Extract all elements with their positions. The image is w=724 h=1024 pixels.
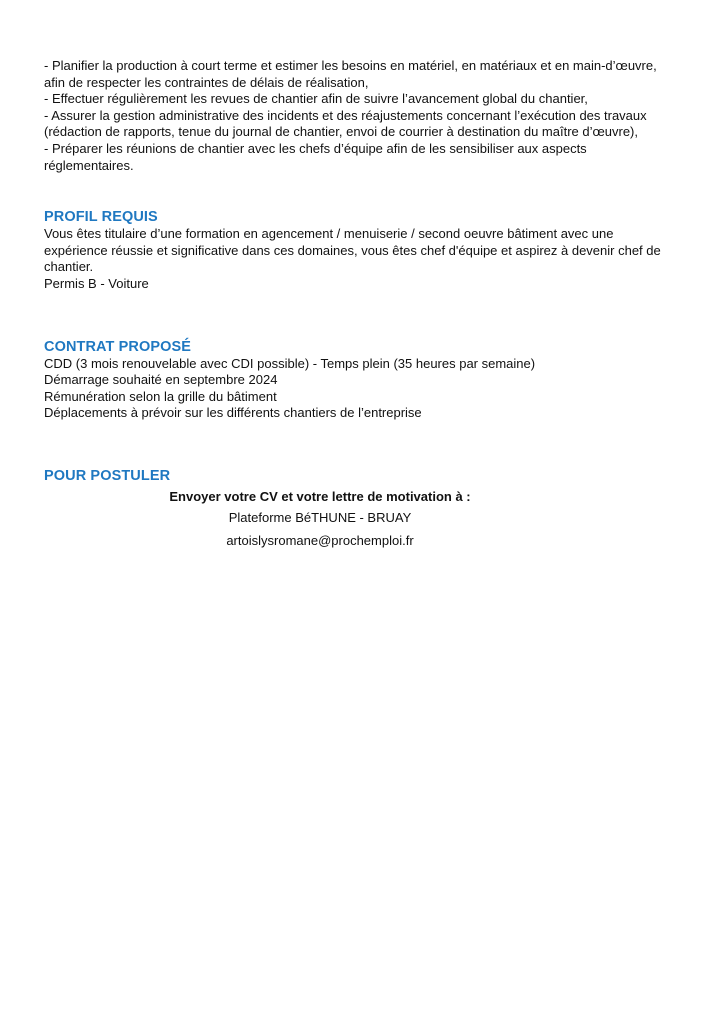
contrat-line: Déplacements à prévoir sur les différents chantiers de l’entreprise: [44, 405, 422, 421]
missions-line: - Assurer la gestion administrative des incidents et des réajustements concernant l’exécution des travaux: [44, 107, 647, 123]
missions-line: - Préparer les réunions de chantier avec les chefs d’équipe afin de les sensibiliser aux aspects: [44, 140, 587, 156]
missions-line: - Planifier la production à court terme et estimer les besoins en matériel, en matériaux et en main-d’œuvre,: [44, 58, 657, 73]
contrat-line: Démarrage souhaité en septembre 2024: [44, 372, 278, 388]
contrat-line: CDD (3 mois renouvelable avec CDI possible) - Temps plein (35 heures par semaine): [44, 355, 536, 371]
profil-section: [44, 208, 684, 292]
apply-email[interactable]: artoislysromane@prochemploi.fr: [226, 532, 414, 548]
missions-line: afin de respecter les contraintes de délais de réalisation,: [44, 74, 369, 90]
missions-line: - Effectuer régulièrement les revues de chantier afin de suivre l’avancement global du chantier,: [44, 91, 588, 107]
section-title-contrat: CONTRAT PROPOSÉ: [44, 338, 192, 355]
contrat-section: [44, 338, 684, 422]
profil-line: Vous êtes titulaire d’une formation en agencement / menuiserie / second oeuvre bâtiment avec une: [44, 226, 614, 242]
missions-list: [44, 58, 684, 174]
contrat-text: [44, 356, 684, 422]
profil-line: chantier.: [44, 259, 94, 275]
missions-line: réglementaires.: [44, 157, 134, 173]
apply-heading: Envoyer votre CV et votre lettre de motivation à :: [169, 488, 471, 504]
section-title-profil: PROFIL REQUIS: [44, 209, 158, 226]
profil-line: expérience réussie et significative dans ces domaines, vous êtes chef d'équipe et aspirez à devenir chef de: [44, 242, 661, 258]
missions-line: (rédaction de rapports, tenue du journal de chantier, envoi de courrier à destination du maître d’œuvre),: [44, 124, 639, 140]
contrat-line: Rémunération selon la grille du bâtiment: [44, 388, 277, 404]
profil-line: Permis B - Voiture: [44, 275, 149, 291]
document-page: [44, 58, 684, 552]
apply-block: [44, 487, 596, 552]
apply-platform: Plateforme BéTHUNE - BRUAY: [228, 509, 412, 525]
postuler-section: [44, 467, 684, 552]
section-title-postuler: POUR POSTULER: [44, 467, 171, 484]
missions-section: [44, 58, 684, 174]
profil-text: [44, 226, 684, 292]
